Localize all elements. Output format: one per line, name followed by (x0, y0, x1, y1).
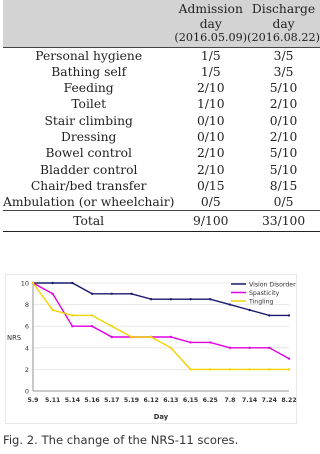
admission-value: 2/10 (196, 162, 225, 177)
x-tick-label: 8.22 (281, 397, 297, 404)
table-total-row (3, 211, 320, 231)
data-point (209, 341, 211, 343)
data-point (268, 347, 270, 349)
discharge-value: 3/5 (273, 48, 294, 63)
row-label: Bladder control (39, 162, 138, 177)
table-body (3, 47, 320, 211)
header-empty (3, 0, 174, 47)
header-discharge (247, 0, 320, 47)
admission-value: 0/10 (196, 129, 225, 144)
data-point (288, 314, 290, 316)
table-row (3, 178, 320, 194)
row-label: Ambulation (or wheelchair) (3, 195, 175, 210)
header-discharge-line2: day (272, 16, 295, 31)
data-point (150, 336, 152, 338)
data-point (170, 298, 172, 300)
header-admission-line2: day (199, 16, 222, 31)
x-tick-label: 5.16 (84, 397, 100, 404)
total-discharge: 33/100 (261, 214, 306, 229)
data-point (111, 293, 113, 295)
discharge-value: 5/10 (269, 162, 298, 177)
data-point (189, 341, 191, 343)
table-row (3, 113, 320, 129)
y-tick-label: 0 (24, 387, 29, 396)
admission-value: 1/5 (200, 48, 221, 63)
row-label: Chair/bed transfer (30, 178, 147, 193)
discharge-value: 2/10 (269, 97, 298, 112)
table-row (3, 145, 320, 161)
admission-value: 0/10 (196, 113, 225, 128)
x-tick-label: 5.11 (45, 397, 61, 404)
admission-value: 1/10 (196, 97, 225, 112)
row-label: Feeding (63, 81, 114, 96)
discharge-value: 0/10 (269, 113, 298, 128)
y-tick-label: 8 (24, 301, 29, 310)
x-tick-label: 7.8 (224, 397, 236, 404)
x-tick-label: 6.25 (202, 397, 218, 404)
admission-value: 0/5 (200, 195, 221, 210)
x-tick-label: 5.9 (27, 397, 39, 404)
data-point (189, 368, 191, 370)
data-point (248, 368, 250, 370)
data-point (229, 368, 231, 370)
x-tick-label: 5.17 (104, 397, 120, 404)
data-point (71, 282, 73, 284)
data-point (91, 293, 93, 295)
table-row (3, 129, 320, 145)
table-row (3, 80, 320, 96)
data-point (229, 347, 231, 349)
figure-caption: Fig. 2. The change of the NRS-11 scores. (3, 433, 239, 447)
y-tick-label: 10 (20, 279, 29, 288)
row-label: Toilet (71, 97, 107, 112)
admission-value: 1/5 (200, 64, 221, 79)
discharge-value: 8/15 (269, 178, 298, 193)
x-tick-label: 6.13 (163, 397, 179, 404)
row-label: Personal hygiene (35, 48, 143, 63)
data-point (51, 293, 53, 295)
row-label: Bowel control (45, 146, 132, 161)
table-row (3, 64, 320, 80)
discharge-value: 5/10 (269, 146, 298, 161)
admission-value: 2/10 (196, 146, 225, 161)
data-point (91, 314, 93, 316)
discharge-value: 0/5 (273, 195, 294, 210)
x-axis-label: Day (153, 413, 169, 421)
header-discharge-date: (2016.08.22) (247, 31, 320, 44)
y-tick-label: 2 (24, 365, 29, 374)
data-point (248, 309, 250, 311)
header-discharge-line1: Discharge (251, 2, 316, 16)
header-admission (174, 0, 247, 47)
discharge-value: 2/10 (269, 129, 298, 144)
data-point (248, 347, 250, 349)
total-label: Total (73, 214, 105, 229)
legend-label: Spasticity (249, 289, 280, 297)
x-tick-label: 7.14 (241, 397, 258, 404)
data-point (91, 325, 93, 327)
data-point (130, 336, 132, 338)
admission-value: 0/15 (196, 178, 225, 193)
data-point (71, 314, 73, 316)
x-tick-label: 5.14 (64, 397, 81, 404)
y-axis-label: NRS (7, 334, 22, 342)
table-header-row (3, 0, 320, 47)
header-admission-date: (2016.05.09) (174, 31, 248, 44)
data-point (111, 336, 113, 338)
data-point (150, 298, 152, 300)
data-point (170, 347, 172, 349)
data-point (111, 325, 113, 327)
data-point (288, 357, 290, 359)
row-label: Bathing self (51, 64, 127, 79)
data-point (229, 303, 231, 305)
data-point (268, 368, 270, 370)
table-row (3, 96, 320, 112)
data-point (268, 314, 270, 316)
y-tick-label: 6 (24, 322, 29, 331)
data-point (71, 325, 73, 327)
table-row (3, 162, 320, 178)
data-point (32, 282, 34, 284)
data-point (288, 368, 290, 370)
data-point (130, 293, 132, 295)
data-point (51, 309, 53, 311)
legend-label: Vision Disorder (249, 281, 296, 289)
data-point (209, 368, 211, 370)
table-row (3, 47, 320, 64)
nrs-line-chart (5, 274, 297, 424)
discharge-value: 5/10 (269, 81, 298, 96)
legend-label: Tingling (249, 298, 274, 306)
x-tick-label: 6.15 (182, 397, 199, 404)
admission-value: 2/10 (196, 81, 225, 96)
data-point (170, 336, 172, 338)
y-tick-label: 4 (24, 344, 29, 353)
data-point (51, 282, 53, 284)
x-tick-label: 7.24 (261, 397, 277, 404)
row-label: Dressing (61, 129, 117, 144)
total-admission: 9/100 (193, 214, 229, 229)
row-label: Stair climbing (44, 113, 133, 128)
x-tick-label: 6.12 (143, 397, 159, 404)
table-row (3, 194, 320, 211)
data-point (209, 298, 211, 300)
header-admission-line1: Admission (178, 2, 243, 16)
discharge-value: 3/5 (273, 64, 294, 79)
data-point (189, 298, 191, 300)
x-tick-label: 5.19 (123, 397, 140, 404)
adl-score-table (3, 0, 320, 232)
